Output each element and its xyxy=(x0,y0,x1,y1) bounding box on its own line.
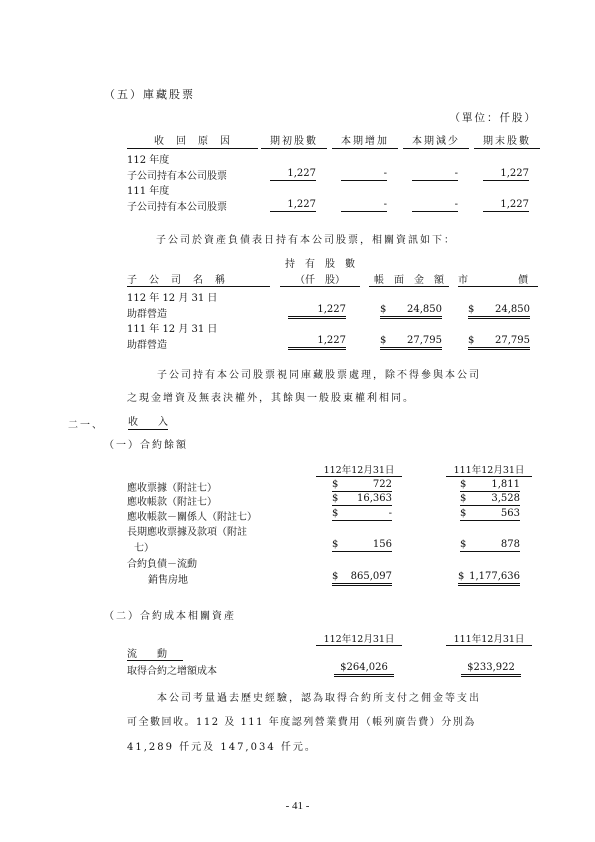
row-reason: 子公司持有本公司股票 xyxy=(127,202,227,213)
cell-opening: 1,227 xyxy=(270,198,316,212)
header-underline xyxy=(332,148,398,149)
row-label-continued: 七） xyxy=(134,543,154,554)
amount: 156 xyxy=(372,539,392,550)
col-header-opening: 期初股數 xyxy=(270,136,318,147)
cell-111 xyxy=(460,507,520,521)
cell-market xyxy=(468,334,530,350)
currency-sign: $ xyxy=(468,304,475,315)
row-label: 應收票據（附註七） xyxy=(127,483,217,494)
col-header-date-111: 111年12月31日 xyxy=(446,462,532,477)
currency-sign: $ xyxy=(460,508,467,519)
treasury-note-line2: 之現金增資及無表決權外，其餘與一般股東權利相同。 xyxy=(127,393,415,404)
amount: 878 xyxy=(500,539,520,550)
col-header-reason: 收 回 原 因 xyxy=(154,136,231,147)
header-underline xyxy=(474,148,540,149)
subsidiary-intro: 子公司於資產負債表日持有本公司股票，相關資訊如下： xyxy=(156,235,456,246)
cell-112 xyxy=(332,507,392,521)
row-label: 應收帳款（附註七） xyxy=(127,497,217,508)
cell-112 xyxy=(332,492,392,506)
amount: 865,097 xyxy=(350,571,392,582)
cell-closing: 1,227 xyxy=(483,198,529,212)
section-label-current: 流 動 xyxy=(127,645,183,661)
col-header-market: 市 價 xyxy=(458,275,528,286)
cell-decrease: - xyxy=(412,198,458,212)
subsidiary-name: 助群營造 xyxy=(127,309,167,320)
cell-book xyxy=(380,334,442,350)
cell-111 xyxy=(460,478,520,492)
header-underline xyxy=(369,286,449,287)
header-underline xyxy=(127,286,270,287)
currency-sign: $ xyxy=(332,571,339,582)
cell-opening: 1,227 xyxy=(270,167,316,181)
col-header-date-112: 112年12月31日 xyxy=(316,462,402,477)
currency-sign: $ xyxy=(380,304,387,315)
col-header-name: 子 公 司 名 稱 xyxy=(127,275,226,286)
year-label: 112 年度 xyxy=(127,155,170,166)
header-underline xyxy=(403,148,469,149)
col-header-book: 帳 面 金 額 xyxy=(374,275,444,286)
treasury-note-line1: 子公司持有本公司股票視同庫藏股票處理，除不得參與本公司 xyxy=(157,370,481,381)
paragraph-line2: 可全數回收。112 及 111 年度認列營業費用（帳列廣告費）分別為 xyxy=(127,717,476,728)
amount: - xyxy=(388,508,392,519)
contract-balance-heading: （一）合約餘額 xyxy=(104,440,188,451)
currency-sign: $ xyxy=(460,479,467,490)
amount: 27,795 xyxy=(407,335,442,346)
currency-sign: $ xyxy=(332,508,339,519)
cell-111 xyxy=(460,538,520,552)
date-label: 111 年 12 月 31 日 xyxy=(127,324,218,335)
col-header-decrease: 本期減少 xyxy=(412,136,460,147)
cell-111 xyxy=(460,492,520,506)
cell-112 xyxy=(332,570,392,586)
amount: 27,795 xyxy=(495,335,530,346)
row-label: 長期應收票據及款項（附註 xyxy=(127,527,247,538)
currency-sign: $ xyxy=(332,479,339,490)
cell-111 xyxy=(458,570,520,586)
header-underline xyxy=(280,286,360,287)
cell-decrease: - xyxy=(412,167,458,181)
col-header-shares-line1: 持 有 股 數 xyxy=(285,259,355,270)
cell-book xyxy=(380,303,442,319)
currency-sign: $ xyxy=(458,571,465,582)
row-reason: 子公司持有本公司股票 xyxy=(127,171,227,182)
currency-sign: $ xyxy=(332,493,339,504)
year-label: 111 年度 xyxy=(127,186,170,197)
currency-sign: $ xyxy=(380,335,387,346)
amount: 16,363 xyxy=(357,493,392,504)
currency-sign: $ xyxy=(460,493,467,504)
cell-111: $233,922 xyxy=(461,661,521,677)
cell-shares: 1,227 xyxy=(288,303,346,319)
col-header-closing: 期末股數 xyxy=(483,136,531,147)
cell-increase: - xyxy=(341,167,387,181)
amount: 3,528 xyxy=(491,493,520,504)
cell-112 xyxy=(332,538,392,552)
cell-shares: 1,227 xyxy=(288,334,346,350)
cell-market xyxy=(468,303,530,319)
currency-sign: $ xyxy=(332,539,339,550)
section-heading-treasury: （五）庫藏股票 xyxy=(104,88,195,101)
header-underline xyxy=(127,148,258,149)
paragraph-line1: 本公司考量過去歷史經驗，認為取得合約所支付之佣金等支出 xyxy=(157,693,481,704)
cell-closing: 1,227 xyxy=(483,167,529,181)
row-label: 應收帳款－關係人（附註七） xyxy=(127,512,257,523)
amount: 1,177,636 xyxy=(469,571,520,582)
header-underline xyxy=(261,148,327,149)
unit-label: （單位：仟股） xyxy=(449,112,537,124)
col-header-date-111: 111年12月31日 xyxy=(446,631,532,646)
contract-cost-heading: （二）合約成本相關資產 xyxy=(104,611,236,622)
amount: 563 xyxy=(500,508,520,519)
cell-112 xyxy=(332,478,392,492)
amount: 24,850 xyxy=(407,304,442,315)
amount: 1,811 xyxy=(491,479,520,490)
subsidiary-name: 助群營造 xyxy=(127,340,167,351)
paragraph-line3: 41,289 仟元及 147,034 仟元。 xyxy=(127,742,317,753)
amount: 722 xyxy=(372,479,392,490)
cell-increase: - xyxy=(341,198,387,212)
amount: 24,850 xyxy=(495,304,530,315)
col-header-increase: 本期增加 xyxy=(341,136,389,147)
header-underline xyxy=(458,286,538,287)
page-number: - 41 - xyxy=(285,800,310,812)
row-label: 取得合約之增額成本 xyxy=(127,666,217,677)
revenue-heading-number: 二一、 xyxy=(68,420,104,431)
date-label: 112 年 12 月 31 日 xyxy=(127,293,218,304)
currency-sign: $ xyxy=(468,335,475,346)
col-header-date-112: 112年12月31日 xyxy=(316,631,402,646)
row-label: 合約負債－流動 xyxy=(127,559,197,570)
currency-sign: $ xyxy=(460,539,467,550)
revenue-heading: 收 入 xyxy=(128,417,168,428)
col-header-shares-line2: （仟 股） xyxy=(295,275,345,286)
cell-112: $264,026 xyxy=(334,661,394,677)
row-label-continued: 銷售房地 xyxy=(148,575,188,586)
